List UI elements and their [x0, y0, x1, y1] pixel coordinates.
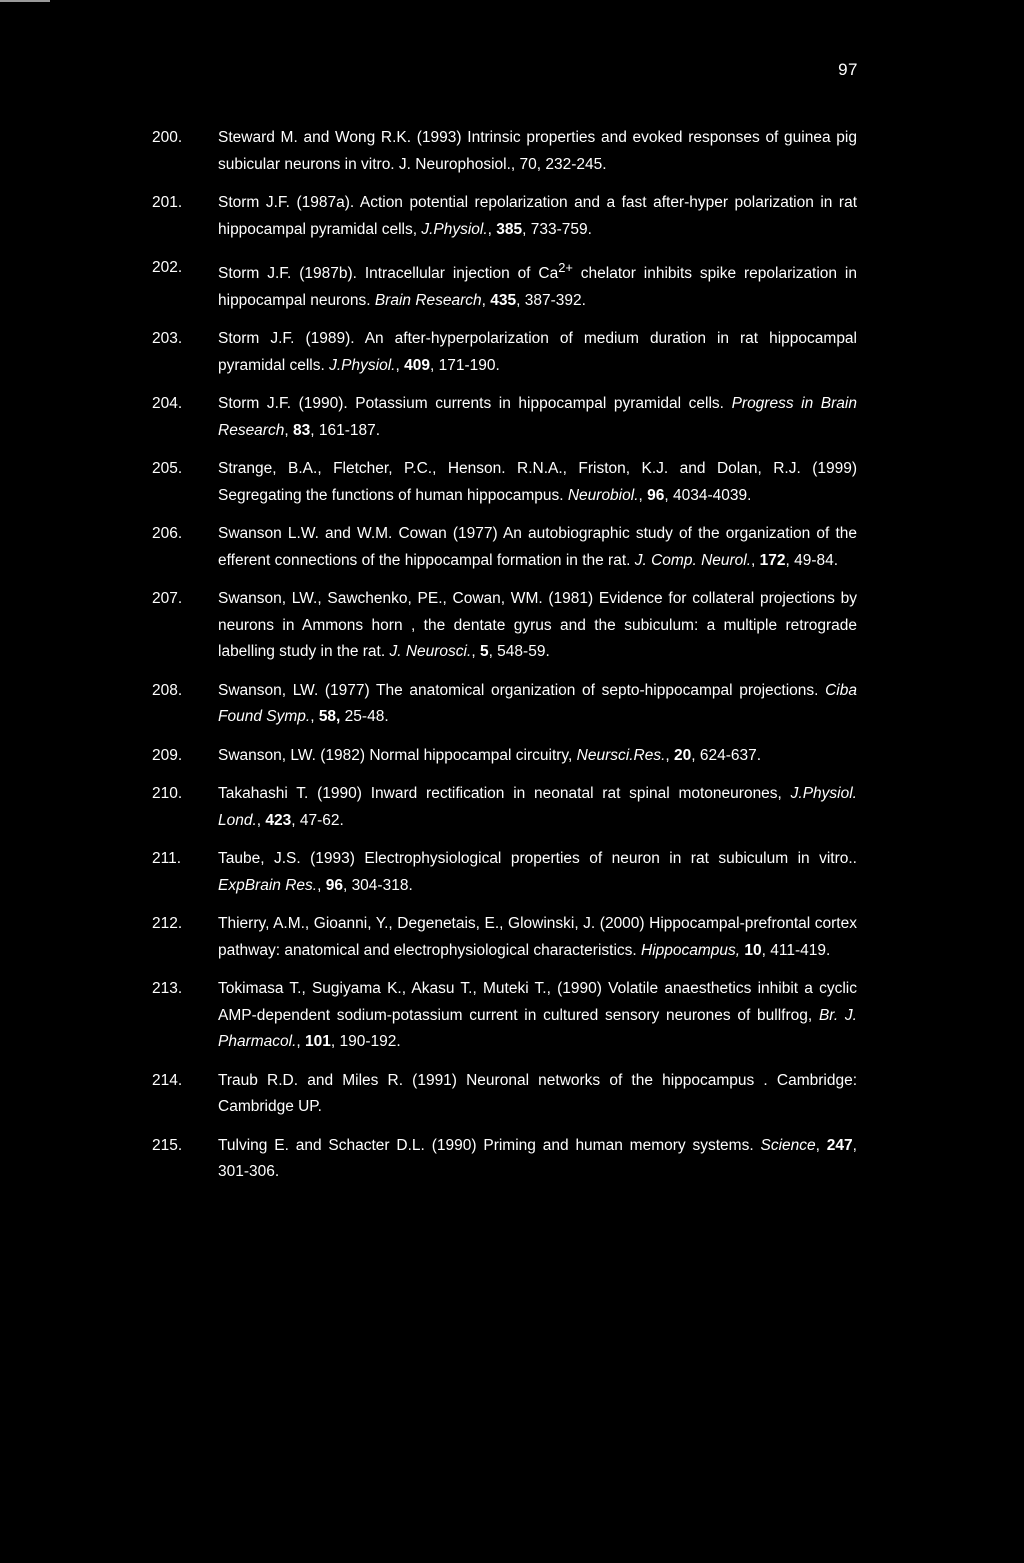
- volume-number: 20: [674, 746, 692, 764]
- reference-segment: Traub R.D. and Miles R. (1991) Neuronal networks of the hippocampus . Cambridge: Cambridge UP.: [218, 1071, 857, 1116]
- volume-number: 10: [744, 941, 762, 959]
- reference-number: 211.: [152, 850, 182, 868]
- reference-segment: , 387-392.: [516, 291, 586, 309]
- page-number: 97: [838, 60, 858, 79]
- journal-title: Neurobiol.: [567, 486, 639, 504]
- reference-number: 202.: [152, 259, 183, 276]
- reference-number: 214.: [152, 1071, 183, 1089]
- reference-segment: ,: [395, 356, 405, 374]
- reference-text: [218, 255, 857, 314]
- reference-entry: [152, 456, 857, 509]
- reference-segment: , 411-419.: [761, 941, 831, 959]
- reference-entry: [152, 255, 857, 314]
- volume-number: 83: [292, 421, 311, 439]
- reference-entry: [152, 911, 857, 964]
- reference-segment: Storm J.F. (1989). An after-hyperpolarization of medium duration in rat hippocampal pyramidal cells.: [218, 330, 857, 374]
- journal-title: J. Neurosci.: [389, 643, 472, 661]
- reference-text: [218, 586, 857, 666]
- reference-segment: , 161-187.: [310, 421, 381, 439]
- reference-text: [218, 743, 857, 770]
- reference-segment: ,: [471, 643, 480, 661]
- reference-segment: ,: [815, 1136, 827, 1154]
- reference-segment: , 4034-4039.: [664, 486, 752, 504]
- reference-entry: [152, 1068, 857, 1121]
- journal-title: J.Physiol.: [421, 220, 488, 238]
- reference-segment: ,: [317, 876, 326, 894]
- reference-number: 206.: [152, 525, 183, 543]
- reference-segment: , 624-637.: [691, 746, 762, 764]
- journal-title: Hippocampus,: [641, 941, 741, 959]
- reference-number: 201.: [152, 194, 183, 211]
- reference-segment: Storm J.F. (1987b). Intracellular injection of Ca: [218, 265, 559, 283]
- reference-segment: ,: [296, 1033, 306, 1051]
- reference-text: [218, 846, 857, 899]
- reference-segment: , 733-759.: [522, 220, 592, 238]
- reference-number: 204.: [152, 395, 183, 413]
- reference-entry: [152, 781, 857, 834]
- reference-number: 205.: [152, 460, 183, 478]
- volume-number: 5: [479, 643, 489, 661]
- reference-text: [218, 911, 857, 964]
- journal-title: J.Physiol.: [329, 356, 396, 374]
- reference-number: 200.: [152, 129, 183, 146]
- reference-segment: Strange, B.A., Fletcher, P.C., Henson. R.N.A., Friston, K.J. and Dolan, R.J. (1999) Segregating the functions of human hippocampus.: [218, 460, 857, 504]
- reference-segment: Steward M. and Wong R.K. (1993) Intrinsic properties and evoked responses of guinea pig subicular neurons in vitro. J. Neurophosiol., 70, 232-245.: [218, 129, 857, 173]
- volume-number: 172: [759, 551, 786, 569]
- reference-segment: , 47-62.: [291, 811, 344, 829]
- reference-list: [152, 125, 857, 1198]
- reference-entry: [152, 586, 857, 666]
- reference-segment: ,: [310, 708, 319, 726]
- volume-number: 101: [305, 1033, 331, 1051]
- reference-segment: Swanson, LW. (1977) The anatomical organization of septo-hippocampal projections.: [218, 681, 826, 699]
- reference-number: 210.: [152, 785, 183, 803]
- journal-title: Ciba Found Symp.: [218, 681, 857, 726]
- reference-segment: , 301-306.: [218, 1136, 857, 1181]
- reference-number: 203.: [152, 330, 183, 348]
- reference-segment: , 190-192.: [330, 1033, 401, 1051]
- volume-number: 96: [647, 486, 665, 504]
- reference-number: 213.: [152, 980, 183, 998]
- reference-segment: Storm J.F. (1987a). Action potential repolarization and a fast after-hyper polarization in rat hippocampal pyramidal cells,: [218, 194, 857, 238]
- reference-text: [218, 456, 857, 509]
- reference-text: [218, 1068, 857, 1121]
- top-edge-line: [0, 0, 50, 2]
- reference-segment: Swanson, LW., Sawchenko, PE., Cowan, WM. (1981) Evidence for collateral projections by neurons in Ammons horn , the dentate gyrus and the subiculum: a multiple retrograde labelling study in the rat.: [218, 590, 857, 661]
- journal-title: ExpBrain Res.: [218, 876, 318, 894]
- reference-text: [218, 1133, 857, 1186]
- reference-text: [218, 391, 857, 444]
- reference-segment: Swanson L.W. and W.M. Cowan (1977) An autobiographic study of the organization of the efferent connections of the hippocampal formation in the rat.: [218, 525, 857, 569]
- superscript: 2+: [558, 260, 573, 275]
- journal-title: Brain Research: [374, 291, 482, 309]
- reference-number: 209.: [152, 746, 183, 764]
- volume-number: 385: [496, 220, 523, 238]
- reference-segment: ,: [751, 551, 760, 569]
- reference-segment: ,: [487, 220, 497, 238]
- reference-entry: [152, 743, 857, 770]
- reference-segment: ,: [284, 421, 293, 439]
- volume-number: 58,: [318, 708, 341, 726]
- journal-title: Progress in Brain Research: [218, 395, 857, 439]
- volume-number: 409: [404, 356, 430, 374]
- reference-number: 215.: [152, 1136, 183, 1154]
- volume-number: 435: [490, 291, 517, 309]
- reference-number: 212.: [152, 915, 183, 933]
- reference-entry: [152, 846, 857, 899]
- journal-title: Neursci.Res.: [576, 746, 666, 764]
- reference-segment: 25-48.: [340, 708, 389, 726]
- reference-entry: [152, 976, 857, 1056]
- reference-segment: Tokimasa T., Sugiyama K., Akasu T., Muteki T., (1990) Volatile anaesthetics inhibit a cyclic AMP-dependent sodium-potassium current in cultured sensory neurones of bullfrog,: [218, 980, 857, 1024]
- reference-segment: ,: [638, 486, 648, 504]
- reference-segment: Swanson, LW. (1982) Normal hippocampal circuitry,: [218, 746, 577, 764]
- reference-text: [218, 326, 857, 379]
- reference-number: 207.: [152, 590, 183, 608]
- reference-entry: [152, 125, 857, 178]
- reference-segment: Takahashi T. (1990) Inward rectification in neonatal rat spinal motoneurones,: [218, 785, 791, 803]
- reference-segment: chelator inhibits spike repolarization in hippocampal neurons.: [218, 265, 857, 309]
- volume-number: 423: [265, 811, 292, 829]
- volume-number: 247: [826, 1136, 853, 1154]
- reference-number: 208.: [152, 681, 183, 699]
- reference-entry: [152, 1133, 857, 1186]
- reference-text: [218, 781, 857, 834]
- journal-title: Br. J. Pharmacol.: [218, 1006, 857, 1051]
- reference-text: [218, 976, 857, 1056]
- reference-text: [218, 521, 857, 574]
- reference-segment: Tulving E. and Schacter D.L. (1990) Priming and human memory systems.: [218, 1136, 761, 1154]
- journal-title: Science: [760, 1136, 816, 1154]
- reference-entry: [152, 190, 857, 243]
- reference-text: [218, 125, 857, 178]
- journal-title: J.Physiol. Lond.: [218, 785, 857, 829]
- reference-text: [218, 678, 857, 731]
- reference-segment: , 304-318.: [342, 876, 413, 894]
- reference-text: [218, 190, 857, 243]
- volume-number: 96: [325, 876, 343, 894]
- reference-entry: [152, 326, 857, 379]
- reference-segment: , 548-59.: [488, 643, 550, 661]
- journal-title: J. Comp. Neurol.: [634, 551, 752, 569]
- reference-segment: Thierry, A.M., Gioanni, Y., Degenetais, E., Glowinski, J. (2000) Hippocampal-prefrontal cortex pathway: anatomical and electrophysiological characteristics.: [218, 915, 857, 959]
- reference-segment: ,: [665, 746, 674, 764]
- reference-segment: Storm J.F. (1990). Potassium currents in hippocampal pyramidal cells.: [218, 395, 732, 413]
- reference-segment: ,: [481, 291, 491, 309]
- reference-entry: [152, 678, 857, 731]
- reference-segment: ,: [256, 811, 266, 829]
- reference-entry: [152, 391, 857, 444]
- reference-entry: [152, 521, 857, 574]
- reference-segment: Taube, J.S. (1993) Electrophysiological properties of neuron in rat subiculum in vitro..: [218, 850, 857, 868]
- reference-segment: , 49-84.: [785, 551, 839, 569]
- reference-segment: , 171-190.: [429, 356, 500, 374]
